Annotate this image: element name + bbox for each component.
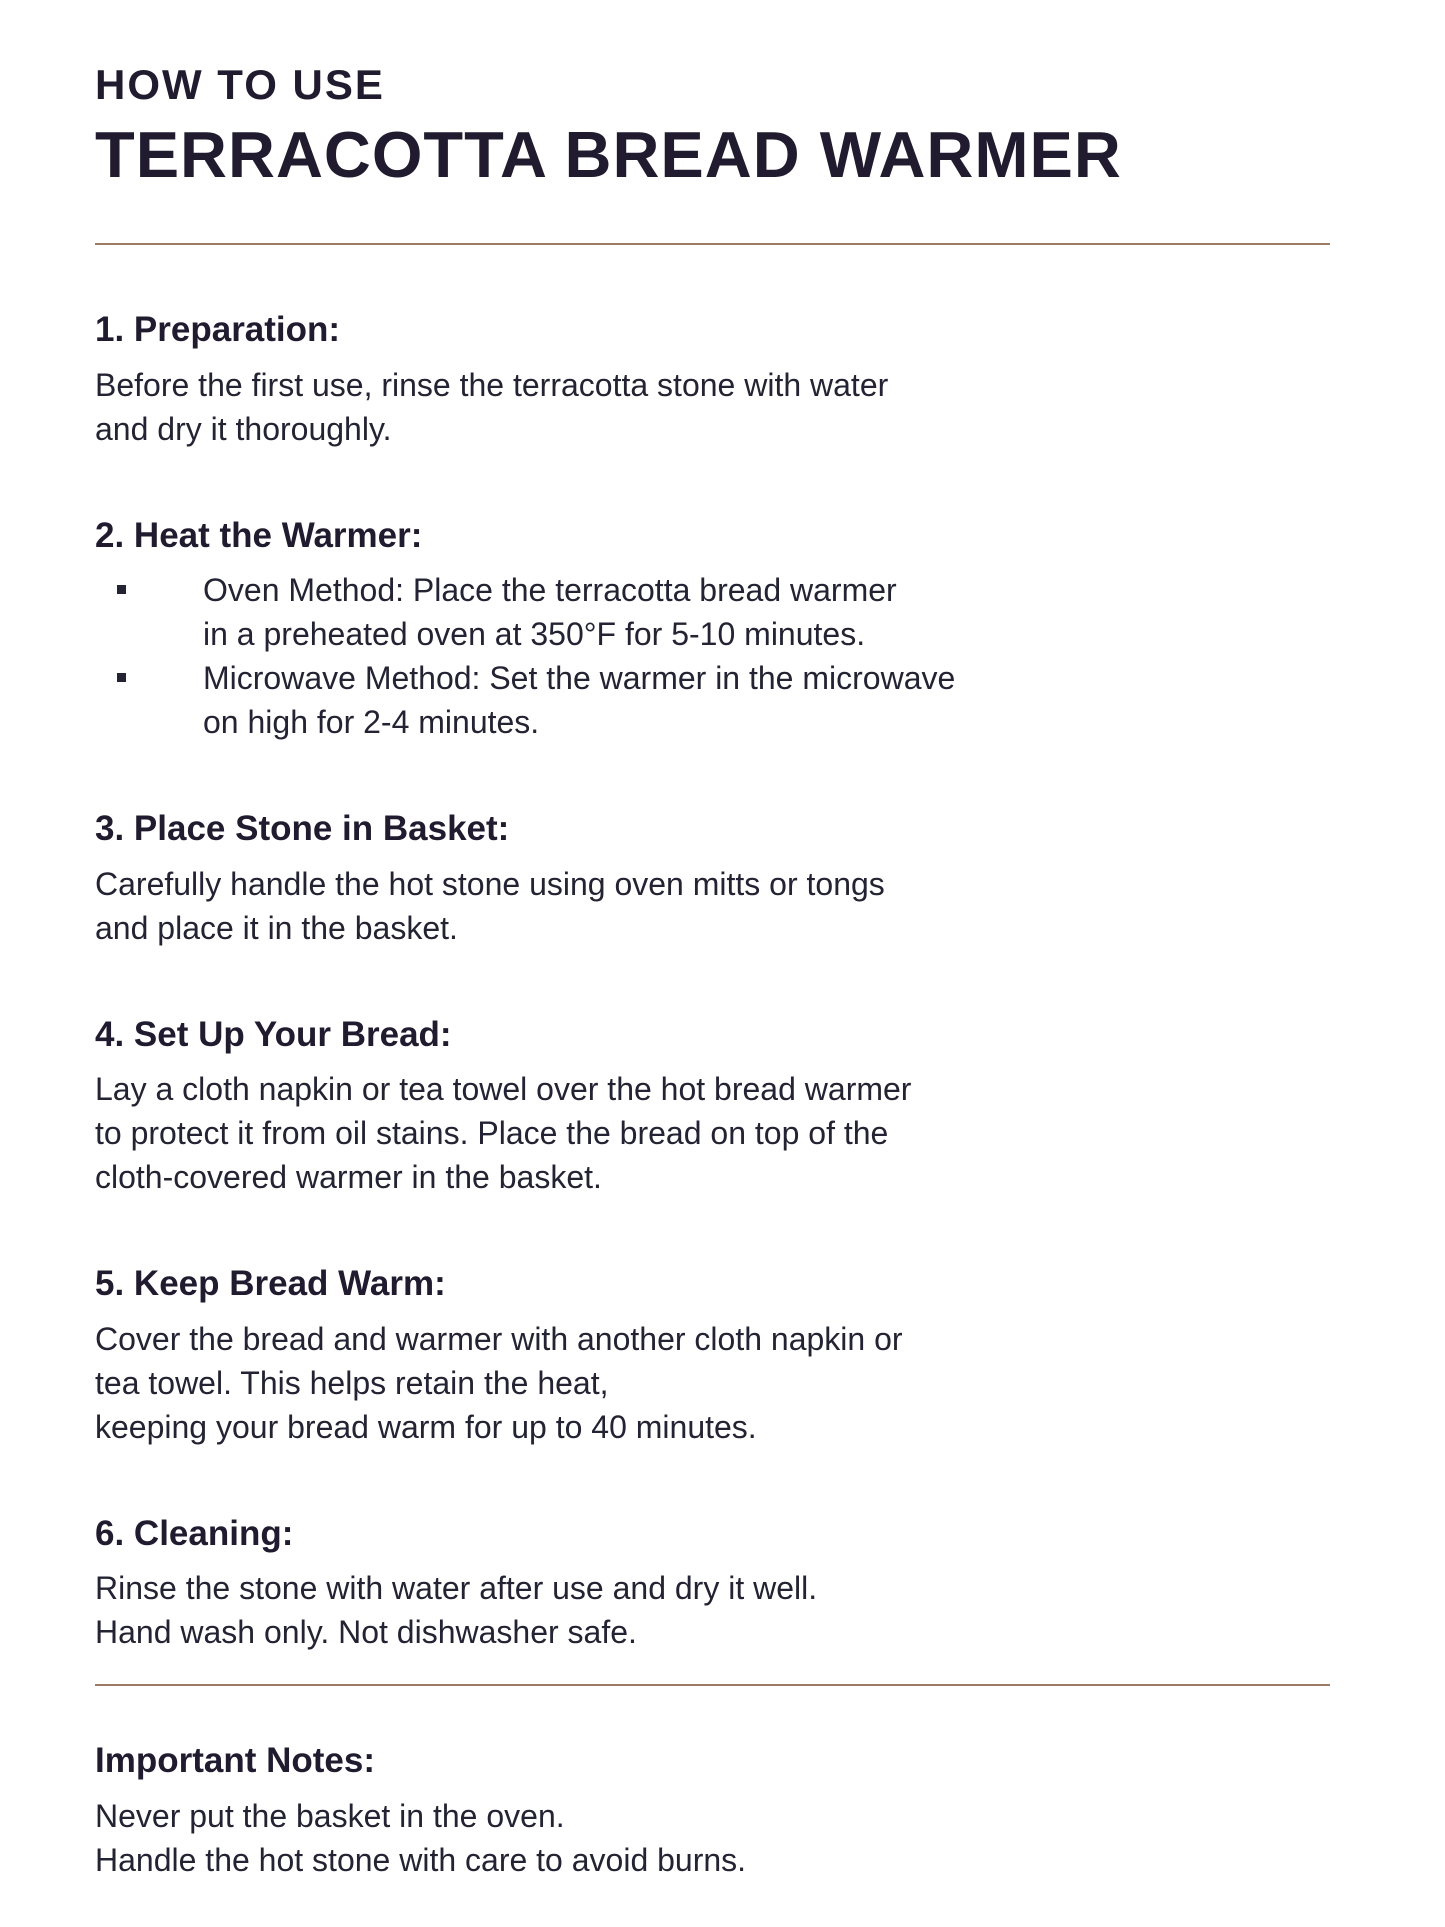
- divider-top: [95, 243, 1330, 245]
- paragraph-line: tea towel. This helps retain the heat,: [95, 1364, 609, 1401]
- bullet-item: [95, 656, 1330, 744]
- page-header: [95, 60, 1330, 193]
- bullet-item: [95, 568, 1330, 656]
- notes-heading: Important Notes:: [95, 1741, 375, 1781]
- paragraph-line: Rinse the stone with water after use and dry it well.: [95, 1570, 818, 1607]
- page-title: TERRACOTTA BREAD WARMER: [95, 118, 1122, 192]
- note-line: Never put the basket in the oven.: [95, 1797, 565, 1834]
- bullet-line: Microwave Method: Set the warmer in the microwave: [203, 660, 956, 697]
- paragraph-line: Carefully handle the hot stone using oven mitts or tongs: [95, 865, 885, 902]
- paragraph-line: Hand wash only. Not dishwasher safe.: [95, 1614, 637, 1651]
- paragraph-line: keeping your bread warm for up to 40 minutes.: [95, 1408, 757, 1445]
- section-keep-bread-warm: [95, 1261, 1330, 1449]
- section-heading: 1. Preparation:: [95, 310, 341, 350]
- section-heading: 6. Cleaning:: [95, 1513, 294, 1553]
- paragraph-line: Cover the bread and warmer with another cloth napkin or: [95, 1320, 903, 1357]
- eyebrow-text: HOW TO USE: [95, 61, 385, 108]
- paragraph-line: and dry it thoroughly.: [95, 410, 392, 447]
- bullet-list: [95, 568, 1330, 744]
- square-bullet-icon: [117, 585, 126, 594]
- paragraph-line: and place it in the basket.: [95, 909, 458, 946]
- section-heat-the-warmer: [95, 513, 1330, 745]
- section-heading: 4. Set Up Your Bread:: [95, 1014, 452, 1054]
- bullet-line: in a preheated oven at 350°F for 5-10 minutes.: [203, 616, 866, 653]
- paragraph-line: Lay a cloth napkin or tea towel over the hot bread warmer: [95, 1071, 912, 1108]
- section-cleaning: [95, 1511, 1330, 1655]
- paragraph-line: to protect it from oil stains. Place the bread on top of the: [95, 1115, 889, 1152]
- section-heading: 5. Keep Bread Warm:: [95, 1264, 446, 1304]
- section-heading: 2. Heat the Warmer:: [95, 515, 423, 555]
- paragraph-line: cloth-covered warmer in the basket.: [95, 1159, 602, 1196]
- section-place-stone-in-basket: [95, 806, 1330, 950]
- section-set-up-your-bread: [95, 1012, 1330, 1200]
- note-line: Handle the hot stone with care to avoid burns.: [95, 1841, 747, 1878]
- section-heading: 3. Place Stone in Basket:: [95, 809, 510, 849]
- square-bullet-icon: [117, 673, 126, 682]
- paragraph-line: Before the first use, rinse the terracotta stone with water: [95, 366, 889, 403]
- divider-bottom: [95, 1684, 1330, 1686]
- section-important-notes: [95, 1738, 1330, 1882]
- bullet-line: Oven Method: Place the terracotta bread warmer: [203, 572, 897, 609]
- bullet-line: on high for 2-4 minutes.: [203, 704, 540, 741]
- section-preparation: [95, 307, 1330, 451]
